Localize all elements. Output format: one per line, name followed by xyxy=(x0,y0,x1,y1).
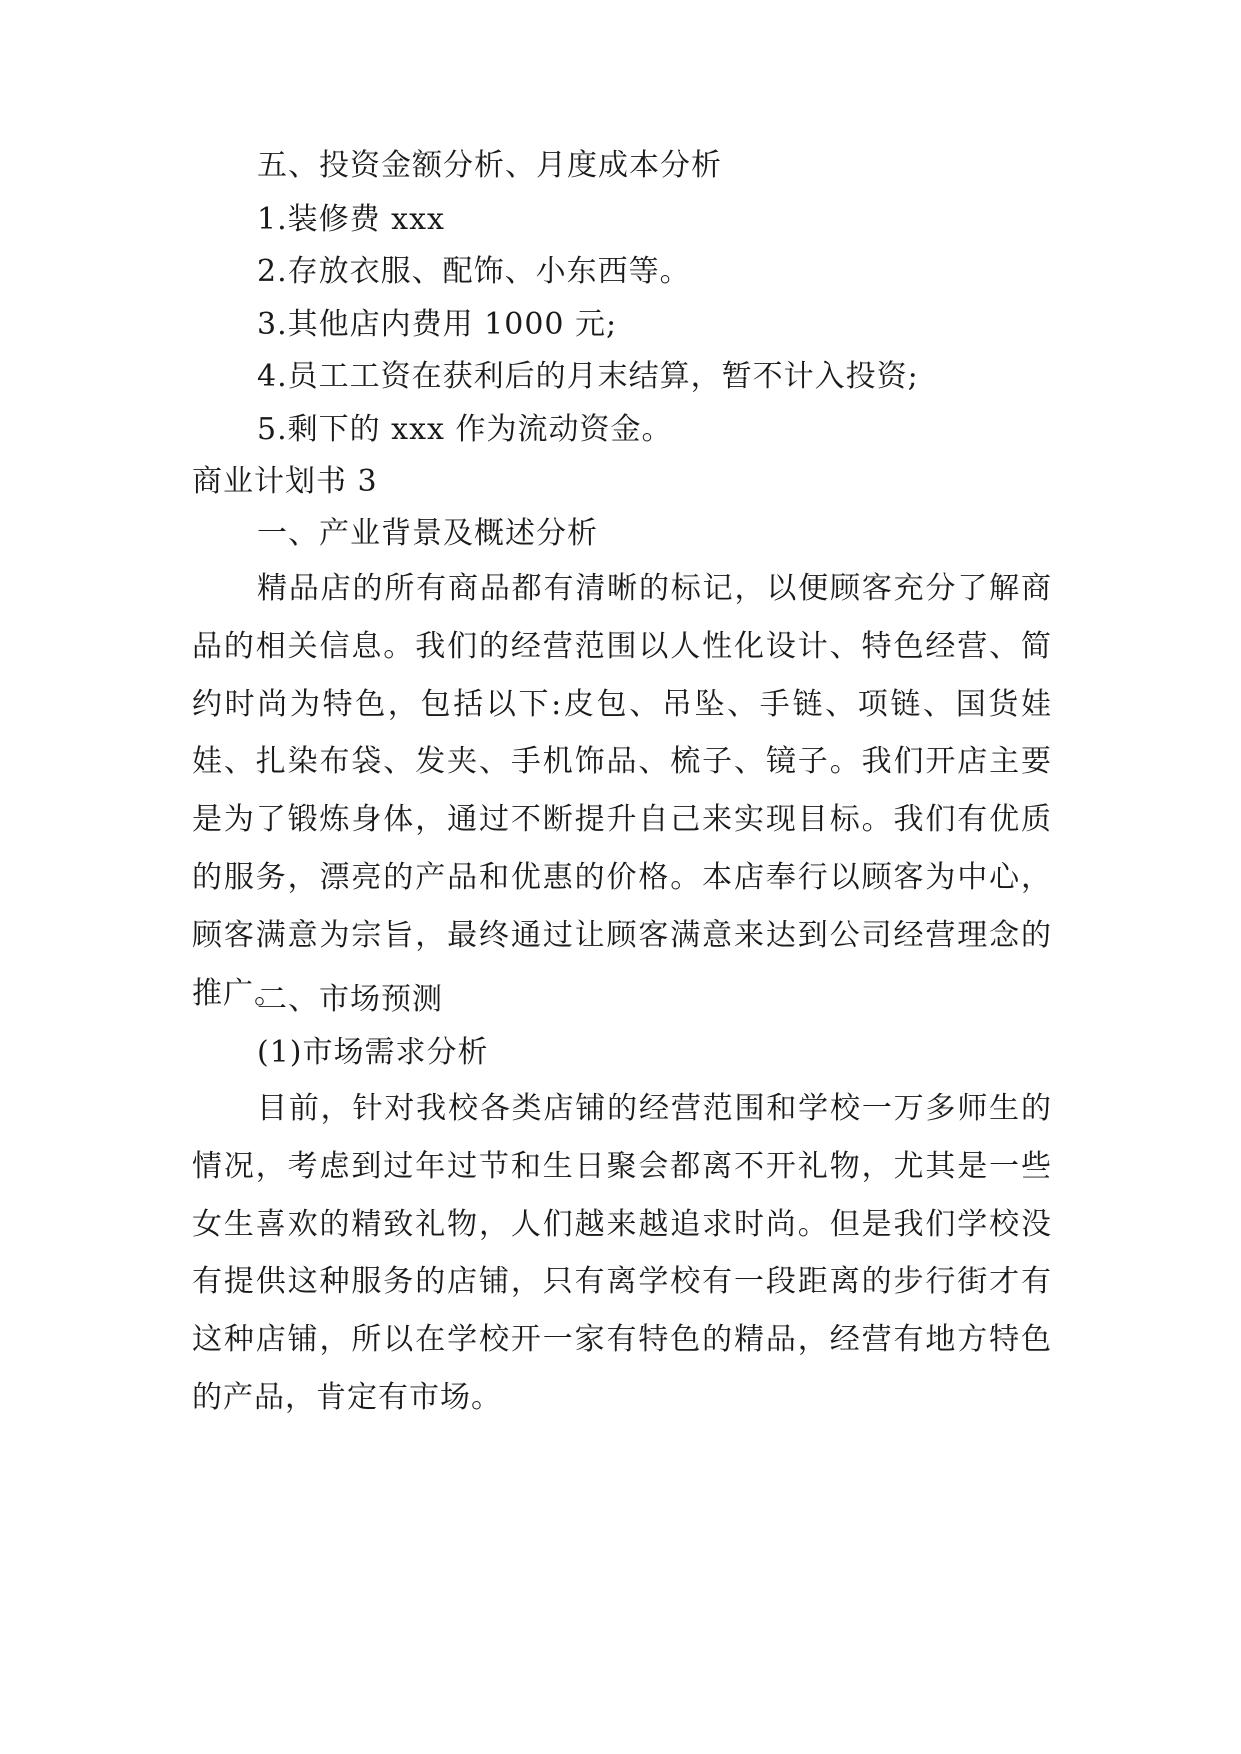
section-heading: 二、市场预测 xyxy=(257,982,443,1017)
section-heading: 五、投资金额分析、月度成本分析 xyxy=(257,148,722,183)
list-item: 4.员工工资在获利后的月末结算，暂不计入投资; xyxy=(257,359,919,394)
document-title: 商业计划书 3 xyxy=(192,464,378,499)
body-paragraph: 目前，针对我校各类店铺的经营范围和学校一万多师生的情况，考虑到过年过节和生日聚会都离不开礼物，尤其是一些女生喜欢的精致礼物，人们越来越追求时尚。但是我们学校没有提供这种服务的店铺，只有离学校有一段距离的步行街才有这种店铺，所以在学校开一家有特色的精品，经营有地方特色的产品，肯定有市场。 xyxy=(192,1091,1052,1415)
list-item: 3.其他店内费用 1000 元; xyxy=(257,307,618,342)
body-paragraph: 精品店的所有商品都有清晰的标记，以便顾客充分了解商品的相关信息。我们的经营范围以人性化设计、特色经营、简约时尚为特色，包括以下:皮包、吊坠、手链、项链、国货娃娃、扎染布袋、发夹、手机饰品、梳子、镜子。我们开店主要是为了锻炼身体，通过不断提升自己来实现目标。我们有优质的服务，漂亮的产品和优惠的价格。本店奉行以顾客为中心，顾客满意为宗旨，最终通过让顾客满意来达到公司经营理念的推广。 xyxy=(192,571,1052,1011)
list-item: 2.存放衣服、配饰、小东西等。 xyxy=(257,254,691,289)
section-heading: 一、产业背景及概述分析 xyxy=(257,516,598,551)
list-item: 5.剩下的 xxx 作为流动资金。 xyxy=(257,412,673,447)
list-item: 1.装修费 xxx xyxy=(257,202,445,237)
sub-heading: (1)市场需求分析 xyxy=(257,1035,489,1070)
